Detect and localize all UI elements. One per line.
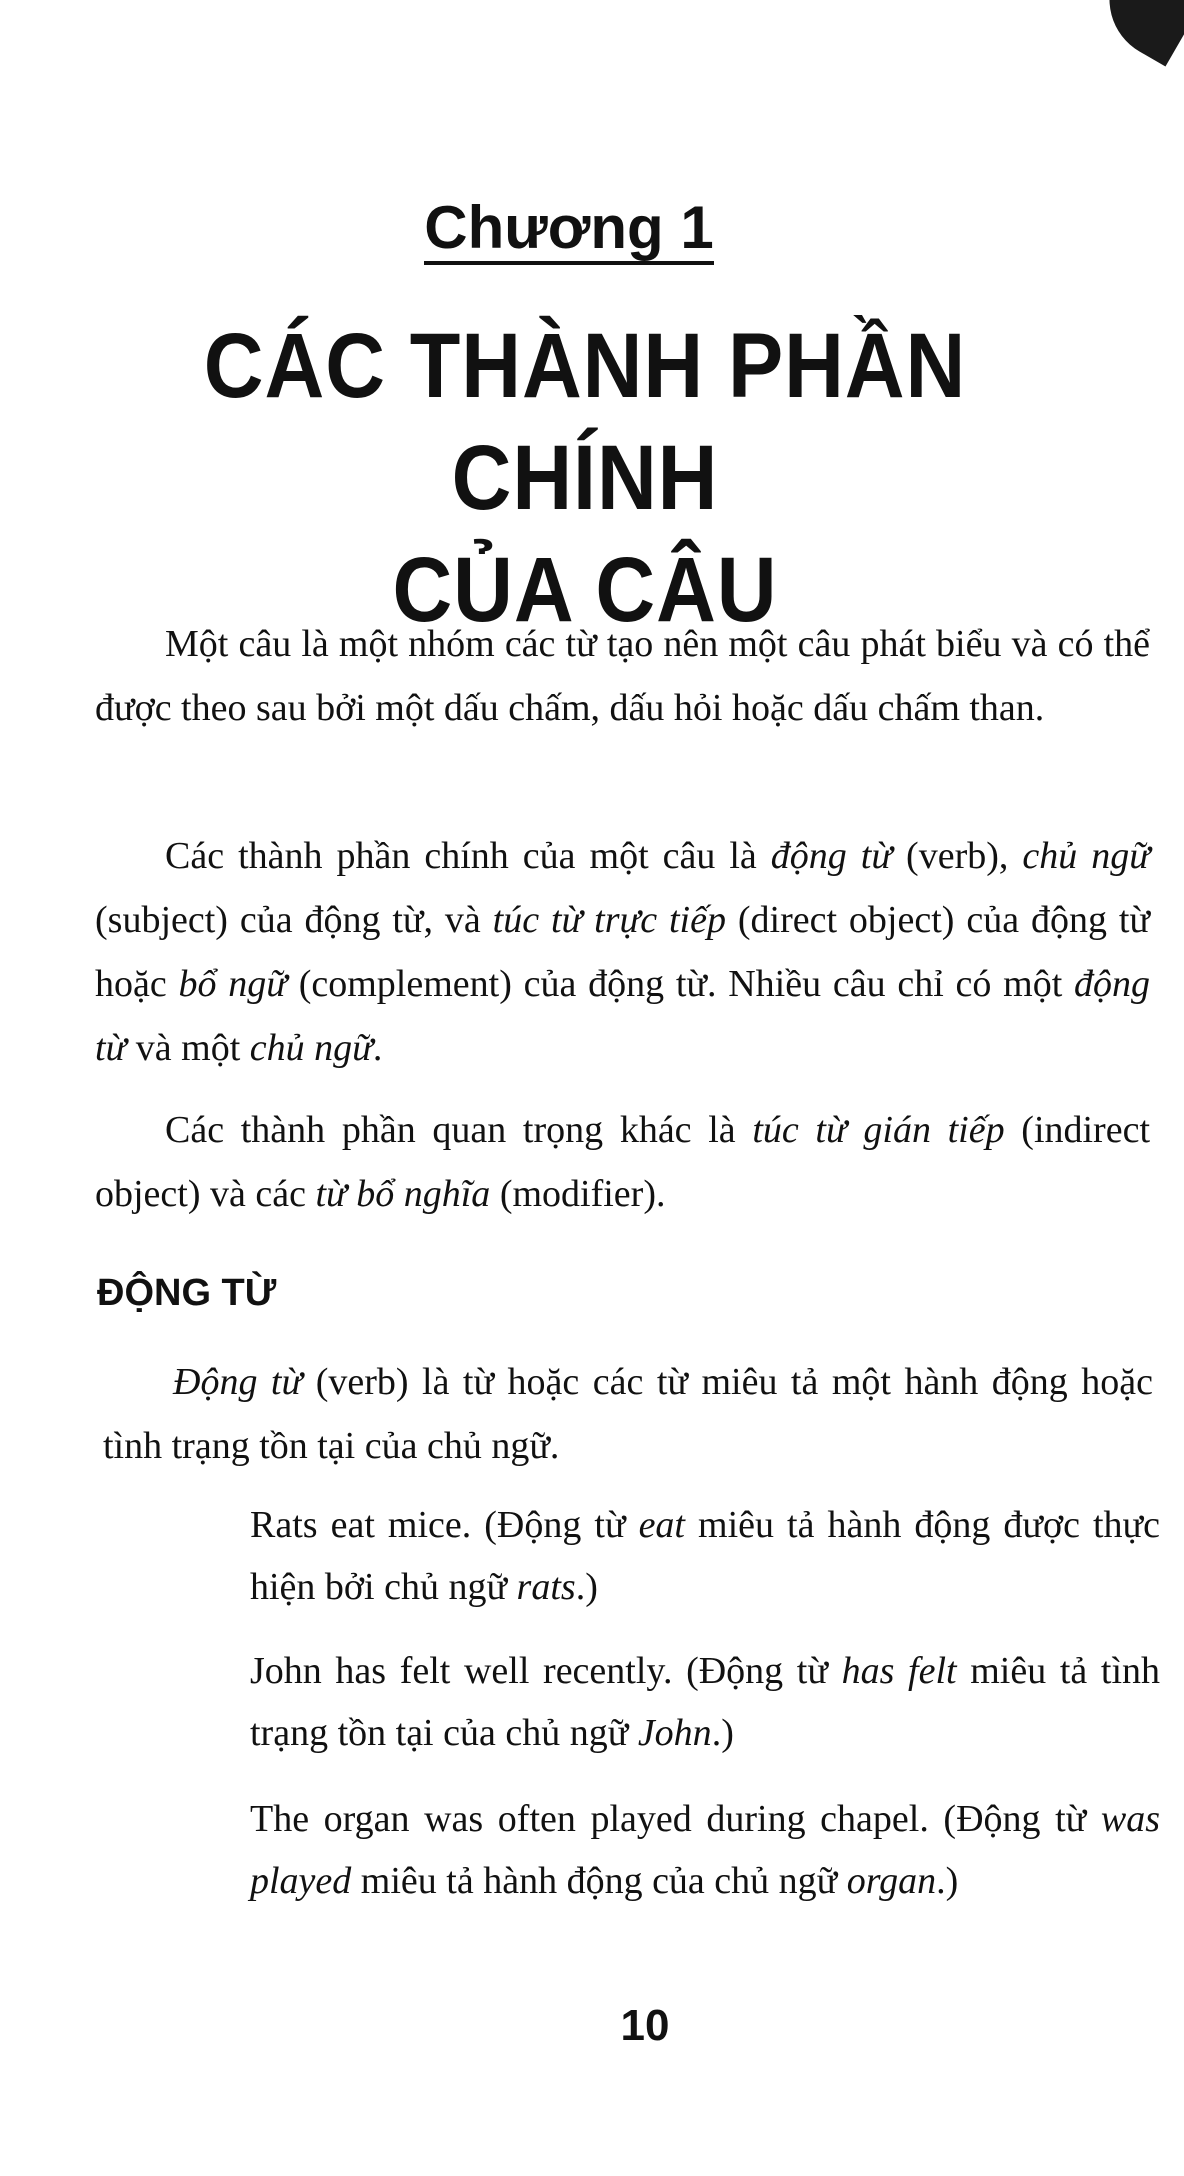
text-span: miêu tả hành động của chủ ngữ [351, 1860, 847, 1902]
italic-term: John [637, 1712, 712, 1754]
chapter-label-text: Chương 1 [424, 194, 713, 265]
text-span: .) [711, 1712, 734, 1754]
text-span: (verb), [892, 835, 1023, 877]
example-3 [250, 1788, 1160, 1912]
text-span: The organ was often played during chapel. (Động từ [250, 1798, 1101, 1840]
intro-paragraph-2 [95, 824, 1150, 1080]
italic-term: bổ ngữ [178, 963, 287, 1005]
text-span: (subject) của động từ, và [95, 899, 493, 941]
example-2 [250, 1640, 1160, 1764]
text-span: .) [575, 1566, 598, 1608]
italic-term: động từ [95, 963, 1150, 1069]
italic-term: Động từ [173, 1361, 303, 1403]
italic-term: rats [516, 1566, 576, 1608]
chapter-title [131, 310, 1040, 646]
page-number: 10 [620, 2001, 670, 2050]
italic-term: chủ ngữ [249, 1027, 373, 1069]
italic-term: has felt [841, 1650, 957, 1692]
chapter-title-line-1: CÁC THÀNH PHẦN CHÍNH [203, 315, 967, 529]
text-span: (direct object) của động từ hoặc [95, 899, 1150, 1005]
chapter-label [0, 192, 1138, 264]
text-span: (modifier). [490, 1173, 666, 1215]
example-1 [250, 1494, 1160, 1618]
italic-term: từ bổ nghĩa [315, 1173, 491, 1215]
text-span: (verb) là từ hoặc các từ miêu tả một hành động hoặc tình trạng tồn tại của chủ ngữ. [103, 1361, 1153, 1467]
text-span: (indirect object) và các [95, 1109, 1150, 1215]
text-span: John has felt well recently. (Động từ [250, 1650, 842, 1692]
italic-term: túc từ trực tiếp [492, 899, 726, 941]
verb-definition [103, 1350, 1153, 1478]
intro-paragraph-1: Một câu là một nhóm các từ tạo nên một câu phát biểu và có thể được theo sau bởi một dấu chấm, dấu hỏi hoặc dấu chấm than. [95, 623, 1150, 729]
italic-term: organ [846, 1860, 937, 1902]
text-span: Rats eat mice. (Động từ [250, 1504, 639, 1546]
text-span: và một [126, 1027, 250, 1069]
italic-term: túc từ gián tiếp [752, 1109, 1005, 1151]
text-span: .) [936, 1860, 959, 1902]
intro-paragraph-3 [95, 1098, 1150, 1226]
italic-term: eat [638, 1504, 685, 1546]
section-heading: ĐỘNG TỪ [97, 1272, 277, 1314]
italic-term: chủ ngữ [1022, 835, 1150, 877]
text-span: Các thành phần chính của một câu là [165, 835, 771, 877]
italic-term: was played [250, 1798, 1160, 1902]
chapter-title-line-2: CỦA CÂU [392, 539, 778, 641]
text-span: . [372, 1027, 383, 1069]
text-span: miêu tả tình trạng tồn tại của chủ ngữ [250, 1650, 1161, 1754]
text-span: (complement) của động từ. Nhiều câu chỉ có một [286, 963, 1074, 1005]
text-span: Các thành phần quan trọng khác là [165, 1109, 753, 1151]
text-span: miêu tả hành động được thực hiện bởi chủ ngữ [250, 1504, 1160, 1608]
italic-term: động từ [770, 835, 893, 877]
page-corner-shadow [1088, 0, 1184, 66]
